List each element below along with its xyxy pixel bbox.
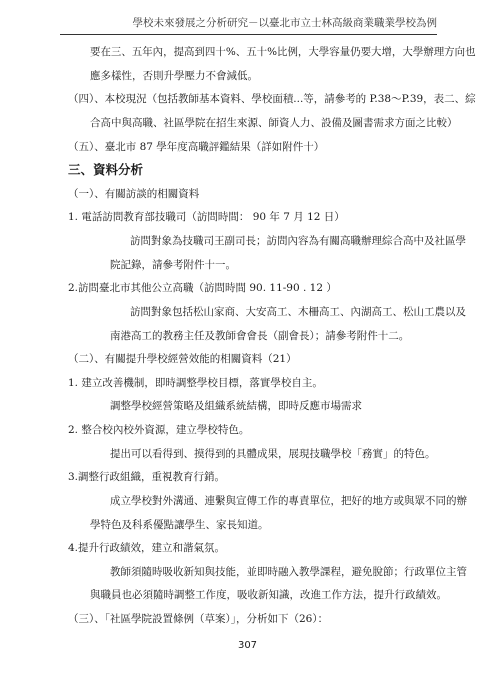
text-line: （四）、本校現況（包括教師基本資料、學校面積...等，請參考的 P.38～P.39，表二、綜 [68, 93, 476, 105]
text-line: 合高中與高職、社區學院在招生來源、師資人力、設備及圖書需求方面之比較） [90, 117, 458, 129]
text-line: 1. 建立改善機制，即時調整學校目標，落實學校自主。 [68, 377, 323, 389]
text-line: 訪問對象包括松山家商、大安高工、木柵高工、內湖高工、松山工農以及 [130, 306, 466, 318]
text-line: 2.訪問臺北市其他公立高職（訪問時間 90. 11-90 . 12 ） [68, 282, 337, 294]
text-line: 院記錄，請參考附件十一。 [110, 259, 236, 271]
text-line: （五）、臺北市 87 學年度高職評鑑結果（詳如附件十） [68, 141, 325, 153]
running-header [60, 10, 437, 35]
text-line: 調整學校經營策略及組織系統結構，即時反應市場需求 [110, 400, 362, 412]
text-line: 4.提升行政績效，建立和諧氣氛。 [68, 542, 226, 554]
text-line: （一）、有關訪談的相關資料 [68, 188, 200, 200]
text-line: 與職員也必須隨時調整工作度，吸收新知識，改進工作方法，提升行政績效。 [90, 589, 447, 601]
section-heading: 三、資料分析 [68, 162, 144, 177]
text-line: 教師須隨時吸收新知與技能，並即時融入教學課程，避免脫節；行政單位主管 [110, 566, 467, 578]
text-line: 訪問對象為技職司王副司長；訪問內容為有關高職辦理綜合高中及社區學 [130, 235, 466, 247]
text-line: 要在三、五年內，提高到四十%、五十%比例，大學容量仍要大增，大學辦理方向也 [90, 46, 476, 58]
text-line: 成立學校對外溝通、連繫與宣傳工作的專責單位，把好的地方或與眾不同的辦 [110, 495, 467, 507]
text-line: 提出可以看得到、摸得到的具體成果，展現技職學校「務實」的特色。 [110, 448, 436, 460]
text-line: （二）、有關提升學校經營效能的相關資料（21） [68, 353, 297, 365]
text-line: 學特色及科系優點讓學生、家長知道。 [90, 519, 269, 531]
text-line: 應多樣性，否則升學壓力不會減低。 [90, 70, 258, 82]
text-line: 3.調整行政組織，重視教育行銷。 [68, 471, 226, 483]
running-title: 學校未來發展之分析研究－以臺北市立士林高級商業職業學校為例 [132, 17, 437, 29]
text-line: （三）、「社區學院設置條例（草案）」，分析如下（26）： [68, 613, 329, 625]
text-line: 南港高工的教務主任及教師會會長（副會長）；請參考附件十二。 [110, 330, 410, 342]
text-line: 1. 電話訪問教育部技職司（訪問時間： 90 年 7 月 12 日） [68, 211, 345, 223]
text-line: 2. 整合校內校外資源，建立學校特色。 [68, 424, 250, 436]
page-number: 307 [237, 640, 258, 651]
